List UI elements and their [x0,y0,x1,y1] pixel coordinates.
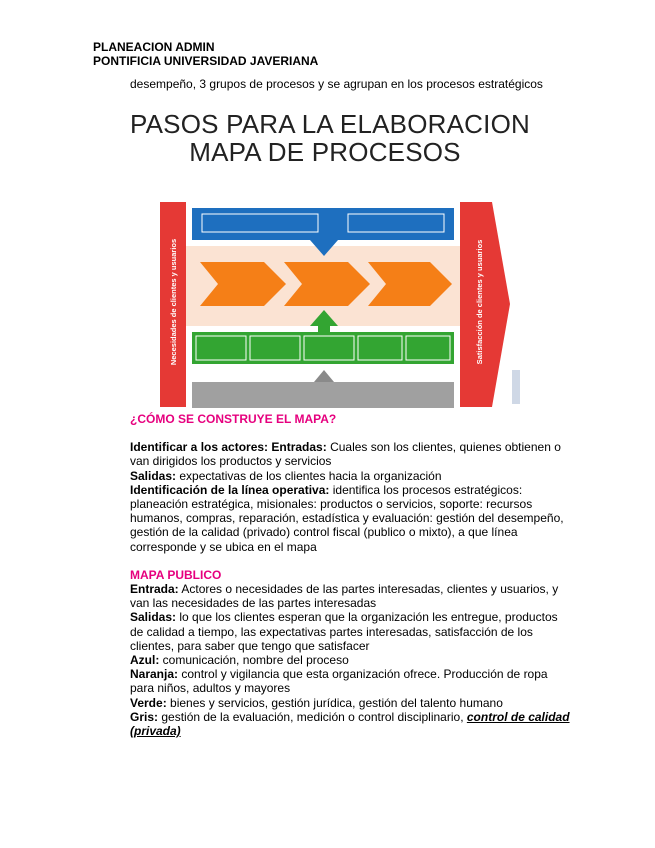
header-course: PLANEACION ADMIN [93,40,215,54]
process-map-diagram [130,202,520,410]
paragraph-naranja: Naranja: control y vigilancia que esta organización ofrece. Producción de ropa para niños, adultos y mayores [130,667,548,696]
section-heading-how-to-build: ¿CÓMO SE CONSTRUYE EL MAPA? [130,412,337,426]
paragraph-verde: Verde: bienes y servicios, gestión jurídica, gestión del talento humano [130,695,503,710]
gray-up-arrow [314,370,334,382]
paragraph-gris: Gris: gestión de la evaluación, medición o control disciplinario, control de calidad (privada) [130,709,570,739]
paragraph-azul: Azul: comunicación, nombre del proceso [130,653,349,668]
figure-title-line1: PASOS PARA LA ELABORACION [130,109,530,139]
strategic-processes-bar [192,208,454,240]
emphasis-quality-control: control de calidad (privada) [130,709,570,739]
figure-title-line2: MAPA DE PROCESOS [189,137,461,167]
edge-pattern [512,370,520,404]
section-heading-public-map: MAPA PUBLICO [130,567,222,582]
right-output-band [460,202,510,407]
paragraph-entrada: Entrada: Actores o necesidades de las partes interesadas, clientes y usuarios, y van las necesidades de las partes interesadas [130,582,559,611]
paragraph-actors: Identificar a los actores: Entradas: Cuales son los clientes, quienes obtienen o van dirigidos los productos y servicios [130,440,561,469]
main-content [130,412,570,738]
intro-text: desempeño, 3 grupos de procesos y se agrupan en los procesos estratégicos [130,77,543,91]
header-university: PONTIFICIA UNIVERSIDAD JAVERIANA [93,54,319,68]
paragraph-operative-line: Identificación de la línea operativa: identifica los procesos estratégicos: planeación estratégica, misionales: productos o servicios, soporte: recursos humanos, compras, reparación, estadística y evaluación: gestión del desempeño, gestión de la calidad (privado) control fiscal (publico o mixto), a que línea corresponde y se ubica en el mapa [130,482,564,554]
evaluation-processes-bar [192,382,454,408]
process-map-figure [130,109,530,410]
right-band-label: Satisfacción de clientes y usuarios [475,239,484,365]
paragraph-salidas: Salidas: lo que los clientes esperan que la organización les entregue, productos de calidad a tiempo, las expectativas partes interesadas, satisfacción de los clientes, para saber que tengo que satisfacer [130,610,558,653]
left-band-label: Necesidades de clientes y usuarios [169,238,178,366]
figure-title [130,109,530,167]
document-header [93,40,318,68]
support-processes-bar [192,332,454,364]
paragraph-outputs: Salidas: expectativas de los clientes hacia la organización [130,468,442,483]
